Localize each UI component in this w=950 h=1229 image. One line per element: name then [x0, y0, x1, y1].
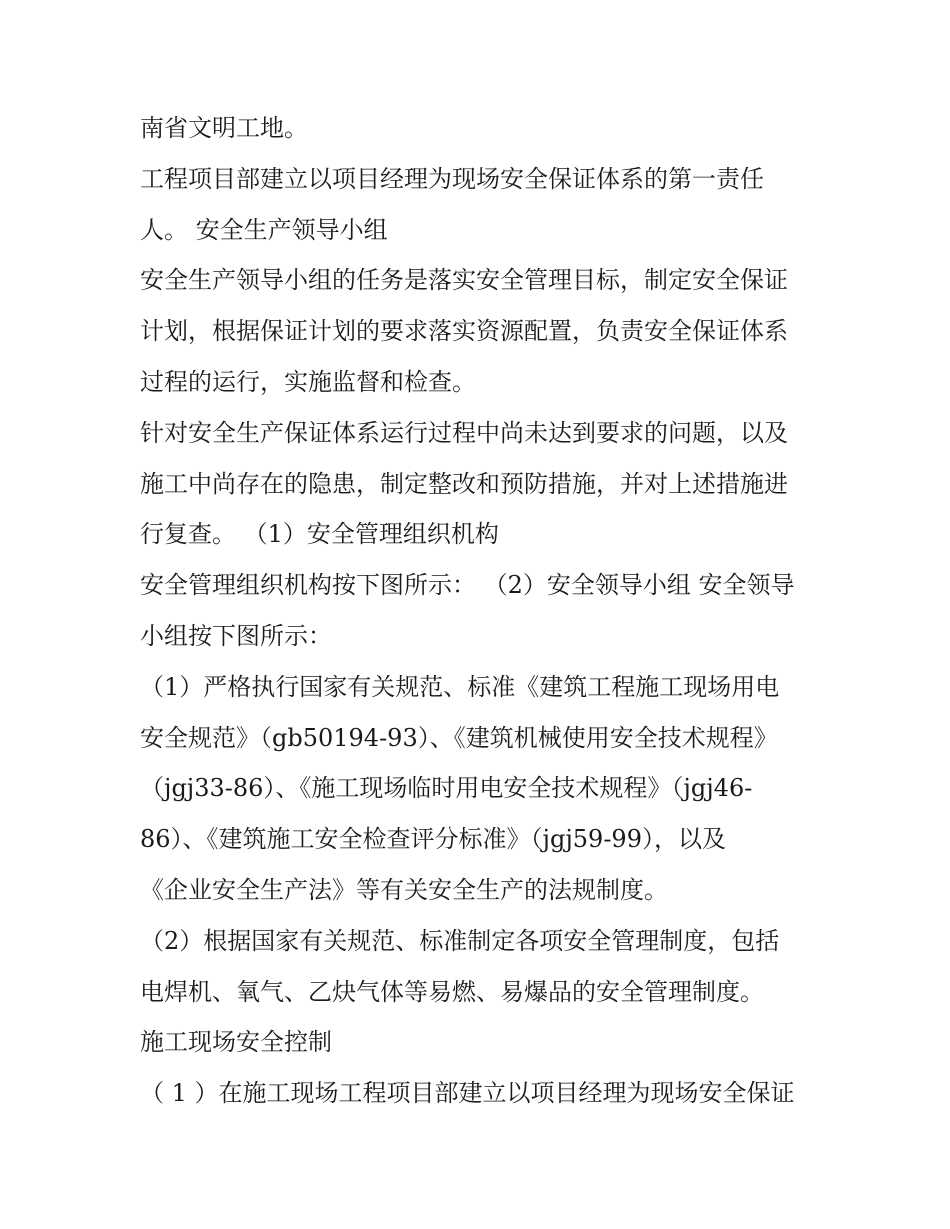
text-line: （1）严格执行国家有关规范、标准《建筑工程施工现场用电 [140, 672, 780, 701]
text-line: 计划，根据保证计划的要求落实资源配置，负责安全保证体系 [140, 317, 788, 346]
text-line: 过程的运行，实施监督和检查。 [140, 367, 476, 396]
text-line: 工程项目部建立以项目经理为现场安全保证体系的第一责任 [140, 164, 764, 193]
text-line: 安全生产领导小组的任务是落实安全管理目标，制定安全保证 [140, 266, 788, 295]
text-line: （2）根据国家有关规范、标准制定各项安全管理制度，包括 [140, 926, 780, 955]
text-line: 南省文明工地。 [140, 114, 308, 142]
text-line: （jgj33-86）、《施工现场临时用电安全技术规程》（jgj46- [140, 774, 753, 803]
text-line: 小组按下图所示： [140, 621, 332, 650]
text-line: 《企业安全生产法》等有关安全生产的法规制度。 [140, 875, 668, 904]
text-line: 针对安全生产保证体系运行过程中尚未达到要求的问题，以及 [140, 418, 788, 447]
text-line: 人。 安全生产领导小组 [140, 215, 388, 244]
text-line: 安全规范》（gb50194-93）、《建筑机械使用安全技术规程》 [140, 723, 778, 752]
text-line: （ 1 ）在施工现场工程项目部建立以项目经理为现场安全保证 [140, 1079, 795, 1108]
text-line: 电焊机、氧气、乙炔气体等易燃、易爆品的安全管理制度。 [140, 977, 764, 1006]
document-body [140, 109, 820, 1125]
text-line: 安全管理组织机构按下图所示： （2）安全领导小组 安全领导 [140, 571, 795, 600]
text-line: 施工现场安全控制 [140, 1028, 332, 1057]
text-line: 行复查。 （1）安全管理组织机构 [140, 520, 499, 549]
text-line: 86）、《建筑施工安全检查评分标准》（jgj59-99），以及 [140, 825, 726, 854]
text-line: 施工中尚存在的隐患，制定整改和预防措施，并对上述措施进 [140, 469, 788, 498]
